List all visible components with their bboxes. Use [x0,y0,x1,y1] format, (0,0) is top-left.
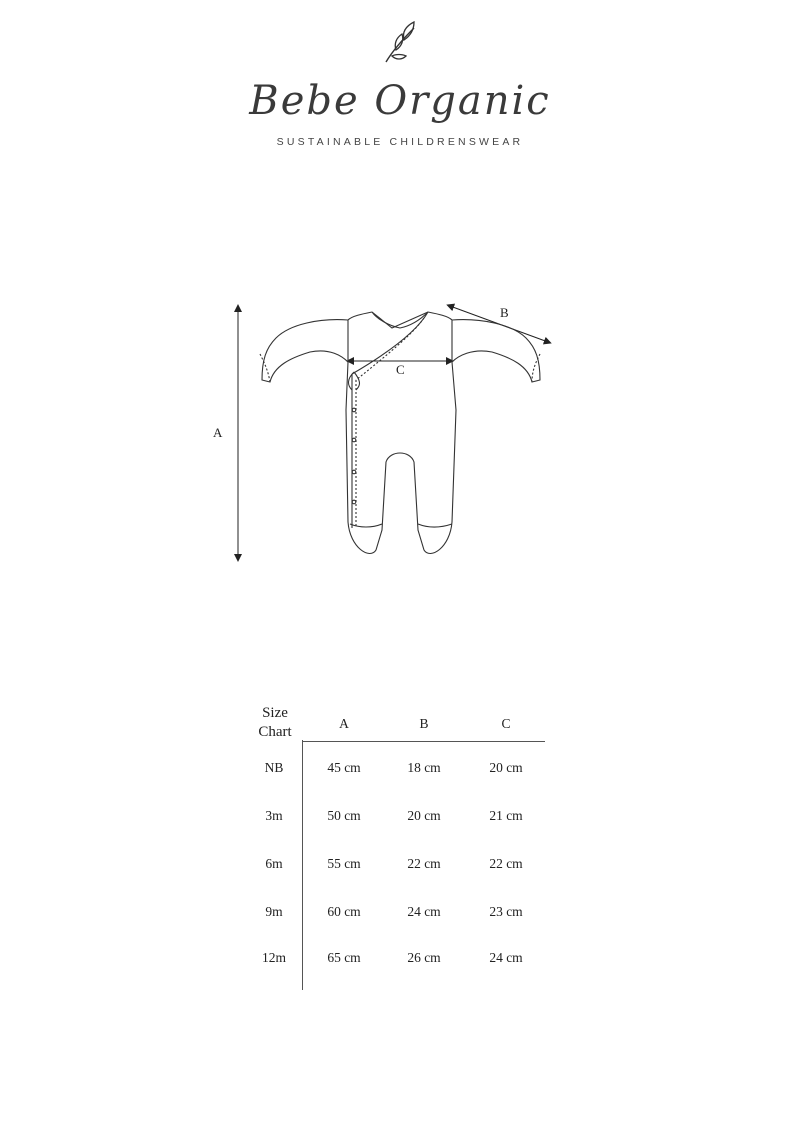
cell-a: 50 cm [327,808,361,823]
dimension-b-label: B [500,305,509,320]
column-header-a: A [339,716,349,731]
cell-a: 60 cm [327,904,361,919]
dimension-c-label: C [396,362,405,377]
garment-measurement-diagram [0,290,800,580]
cell-c: 20 cm [489,760,523,775]
cell-b: 18 cm [407,760,441,775]
cell-c: 24 cm [489,950,523,965]
row-size-label: 3m [265,808,283,823]
cell-b: 20 cm [407,808,441,823]
size-chart-table [0,690,800,1010]
row-size-label: 12m [261,950,286,965]
size-chart-title-line2: Chart [258,724,292,740]
cell-c: 23 cm [489,904,523,919]
cell-a: 65 cm [327,950,361,965]
leaf-icon [380,18,424,66]
cell-b: 24 cm [407,904,441,919]
cell-b: 22 cm [407,856,441,871]
cell-c: 21 cm [489,808,523,823]
cell-b: 26 cm [407,950,441,965]
row-size-label: 6m [265,856,283,871]
table-header-rule [302,741,545,742]
table-vertical-rule [302,740,303,990]
column-header-c: C [501,716,511,731]
row-size-label: NB [264,760,284,775]
brand-tagline: SUSTAINABLE CHILDRENSWEAR [276,136,524,148]
size-chart-title-line1: Size [262,705,288,721]
cell-c: 22 cm [489,856,523,871]
cell-a: 55 cm [327,856,361,871]
row-size-label: 9m [265,904,283,919]
brand-name: Bebe Organic [249,78,551,124]
cell-a: 45 cm [327,760,361,775]
dimension-a-label: A [213,425,223,440]
column-header-b: B [419,716,429,731]
footed-romper-illustration [260,312,540,554]
size-chart-title [248,704,302,742]
